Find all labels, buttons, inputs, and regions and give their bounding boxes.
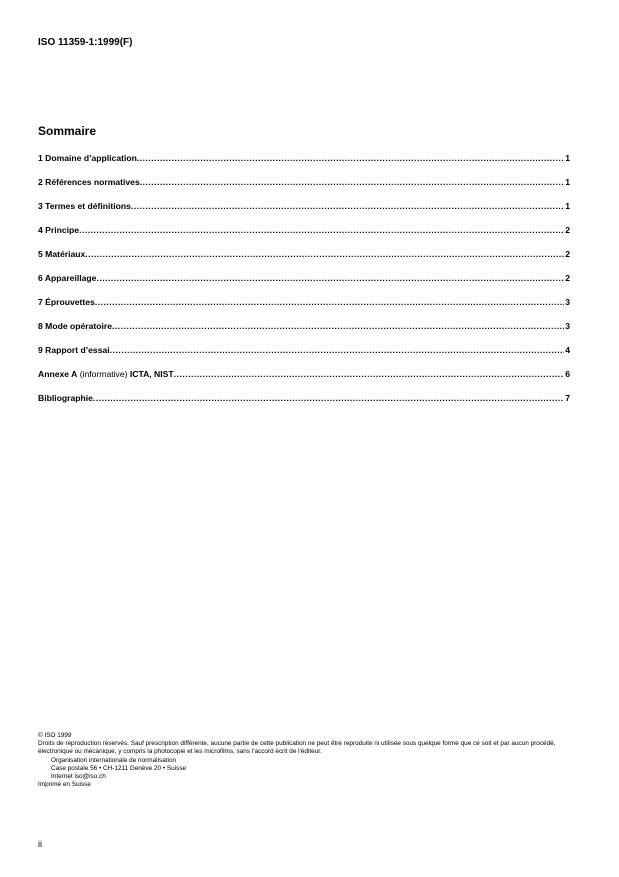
- toc-leader-dots: [140, 177, 564, 187]
- annex-type: (informative): [77, 369, 130, 379]
- printed-in: Imprimé en Suisse: [38, 781, 91, 789]
- copyright-line: © ISO 1999: [38, 732, 72, 739]
- toc-entry-page: 7: [565, 393, 570, 403]
- toc-entry-page: 2: [565, 249, 570, 259]
- document-header: ISO 11359-1:1999(F): [38, 37, 133, 48]
- toc-entry-label: 4 Principe: [38, 225, 80, 235]
- toc-entry-page: 3: [565, 297, 570, 307]
- toc-entry[interactable]: [38, 177, 570, 201]
- toc-entry-label: Bibliographie: [38, 393, 93, 403]
- toc-entry-page: 2: [565, 273, 570, 283]
- toc-entry-page: 1: [565, 177, 570, 187]
- toc-entry-label: 5 Matériaux: [38, 249, 86, 259]
- toc-leader-dots: [93, 393, 564, 403]
- toc-entry[interactable]: [38, 321, 570, 345]
- toc-entry-label: 9 Rapport d’essai: [38, 345, 110, 355]
- annex-label: Annexe A: [38, 369, 78, 379]
- toc-title: Sommaire: [38, 124, 97, 138]
- toc-entry-label: [38, 369, 174, 379]
- toc-leader-dots: [137, 153, 564, 163]
- page-number: ii: [38, 839, 42, 849]
- toc-entry[interactable]: [38, 153, 570, 177]
- publisher-address: Case postale 56 • CH-1211 Genève 20 • Suisse: [51, 764, 187, 772]
- publisher-internet: Internet iso@iso.ch: [51, 773, 106, 781]
- toc-entry[interactable]: [38, 225, 570, 249]
- toc-leader-dots: [95, 297, 564, 307]
- toc-entry-page: 4: [565, 345, 570, 355]
- toc-entry-page: 1: [565, 153, 570, 163]
- toc-entry-label: 2 Références normatives: [38, 177, 140, 187]
- toc-leader-dots: [131, 201, 564, 211]
- toc-entry[interactable]: [38, 297, 570, 321]
- toc-entry-label: 3 Termes et définitions: [38, 201, 131, 211]
- copyright-notice: [38, 732, 573, 789]
- toc-entry-label: 6 Appareillage: [38, 273, 97, 283]
- toc-leader-dots: [110, 345, 565, 355]
- annex-title: ICTA, NIST: [129, 369, 174, 379]
- toc-entry-page: 6: [565, 369, 570, 379]
- toc-entry-page: 2: [565, 225, 570, 235]
- toc-leader-dots: [79, 225, 564, 235]
- toc-leader-dots: [174, 369, 565, 379]
- toc-entry[interactable]: [38, 201, 570, 225]
- table-of-contents: [38, 153, 570, 417]
- toc-entry-label: 8 Mode opératoire: [38, 321, 113, 331]
- toc-entry-label: 7 Éprouvettes: [38, 297, 95, 307]
- toc-entry[interactable]: [38, 393, 570, 417]
- copyright-text: Droits de reproduction réservés. Sauf prescription différente, aucune partie de cette publication ne peut être reproduite ni utilisée sous quelque forme que ce soit et par aucun procédé, électronique ou mécanique, y compris la photocopie et les microfilms, sans l'accord écrit de l'éditeur.: [38, 740, 556, 756]
- toc-entry[interactable]: [38, 273, 570, 297]
- toc-leader-dots: [96, 273, 564, 283]
- publisher-name: Organisation internationale de normalisation: [51, 756, 177, 764]
- toc-entry-annex-a[interactable]: [38, 369, 570, 393]
- toc-entry-page: 3: [565, 321, 570, 331]
- toc-entry[interactable]: [38, 345, 570, 369]
- toc-leader-dots: [112, 321, 564, 331]
- toc-entry[interactable]: [38, 249, 570, 273]
- toc-entry-label: 1 Domaine d’application: [38, 153, 137, 163]
- toc-leader-dots: [85, 249, 564, 259]
- toc-entry-page: 1: [565, 201, 570, 211]
